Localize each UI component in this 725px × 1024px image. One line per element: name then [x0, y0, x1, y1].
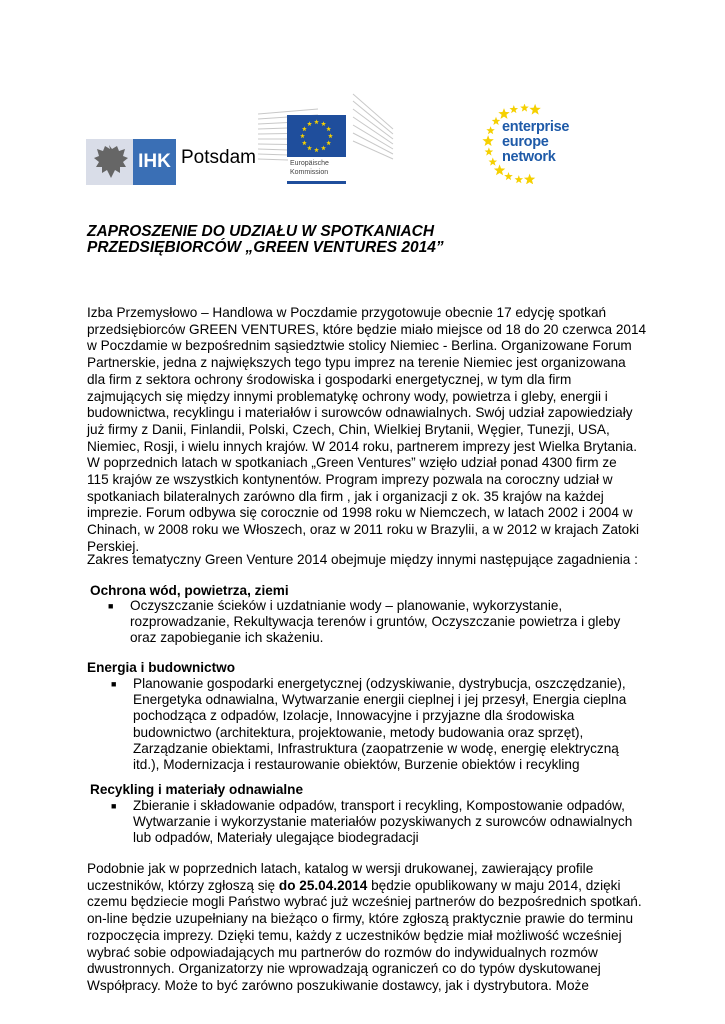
- text-line: dla firm z sektora ochrony środowiska i gospodarki energetycznej, w tym dla firm: [87, 371, 572, 387]
- ec-label-1: Europäische: [290, 160, 329, 167]
- section-heading: Recykling i materiały odnawialne: [90, 782, 304, 797]
- text-line: dwustronnych. Organizatorzy nie wprowadzają ograniczeń co do typów dyskutowanej: [87, 961, 601, 977]
- document-title: [87, 224, 444, 256]
- catalog-paragraph: [87, 861, 642, 995]
- text-line: Niemiec, Rosji, i wielu innych krajów. W 2014 roku, partnerem imprezy jest Wielka Brytania.: [87, 438, 637, 454]
- text-line: Zarządzanie obiektami, Infrastruktura (zaopatrzenie w wodę, energię elektryczną: [133, 740, 619, 756]
- star-icon: [498, 108, 509, 119]
- text-line: w Poczdamie w bezpośrednim sąsiedztwie stolicy Niemiec - Berlina. Organizowane Forum: [87, 338, 632, 354]
- star-icon: [529, 104, 540, 115]
- text-line: W poprzednich latach w spotkaniach „Green Ventures” wzięło udział ponad 4300 firm ze: [87, 455, 617, 471]
- star-icon: [494, 164, 505, 175]
- title-line-2: PRZEDSIĘBIORCÓW „GREEN VENTURES 2014”: [87, 239, 444, 256]
- ec-label-2: Kommission: [290, 169, 329, 176]
- text-line: wybrać sobie odpowiadających mu partnerów do rozmów do indywidualnych rozmów: [87, 944, 598, 960]
- text-line: [87, 878, 642, 895]
- text-line: Perskiej.: [87, 538, 140, 554]
- ihk-badge: IHK: [133, 139, 176, 185]
- text-line: Zbieranie i składowanie odpadów, transport i recykling, Kompostowanie odpadów,: [133, 798, 625, 813]
- text-line: lub odpadów, Materiały ulegające biodegradacji: [133, 830, 419, 846]
- een-label-3: network: [502, 149, 556, 165]
- text-line: przedsiębiorców GREEN VENTURES, które będzie miało miejsce od 18 do 20 czerwca 2014: [87, 321, 647, 337]
- bullet-item: [111, 798, 633, 847]
- text-line: Współpracy. Może to być zarówno poszukiwanie dostawcy, jak i dystrybutora. Może: [87, 977, 589, 993]
- text-line: 115 krajów ze wszystkich kontynentów. Program imprezy pozwala na coroczny udział w: [87, 472, 613, 488]
- text-line: rozpoczęcia imprezy. Dzięki temu, każdy z uczestników będzie miał możliwość wcześniej: [87, 927, 622, 943]
- ihk-potsdam-logo: [86, 139, 256, 185]
- european-commission-logo: [258, 89, 394, 185]
- scope-paragraph: Zakres tematyczny Green Venture 2014 obejmuje między innymi następujące zagadnienia :: [87, 552, 638, 567]
- bullet-icon: ■: [111, 679, 117, 689]
- title-line-1: ZAPROSZENIE DO UDZIAŁU W SPOTKANIACH: [87, 223, 435, 240]
- een-label-1: enterprise: [502, 119, 570, 135]
- bullet-item: [111, 676, 627, 773]
- text-span: uczestników, którzy zgłoszą się: [87, 877, 279, 893]
- text-line: Podobnie jak w poprzednich latach, katalog w wersji drukowanej, zawierający profile: [87, 861, 594, 876]
- text-line: pochodząca z odpadów, Izolacje, Innowacyjne i przyjazne dla środowiska: [133, 708, 575, 724]
- star-icon: [486, 126, 495, 134]
- text-line: Chinach, w 2008 roku we Włoszech, oraz w 2011 roku w Brazylii, a w 2012 w krajach Zatoki: [87, 522, 640, 538]
- star-icon: [524, 174, 535, 184]
- enterprise-europe-network-logo: [482, 104, 577, 184]
- section-heading: Energia i budownictwo: [87, 660, 236, 675]
- text-line: Partnerskie, jedna z największych tego typu imprez na terenie Niemiec jest organizowana: [87, 355, 626, 371]
- text-line: zajmujących się między innymi problematykę ochrony wody, powietrza i gleby, energii i: [87, 388, 608, 404]
- text-line: budownictwo (architektura, projektowanie, metody budowania oraz sprzęt),: [133, 724, 584, 740]
- text-line: imprezie. Forum odbywa się corocznie od 1998 roku w Niemczech, w latach 2002 i 2004 w: [87, 505, 633, 521]
- star-icon: [504, 172, 513, 180]
- text-line: Energetyka odnawialna, Wytwarzanie energii cieplnej i jej przesył, Energia cieplna: [133, 692, 627, 708]
- star-icon: [510, 105, 519, 113]
- text-line: Oczyszczanie ścieków i uzdatnianie wody – planowanie, wykorzystanie,: [130, 598, 563, 613]
- section-heading: Ochrona wód, powietrza, ziemi: [90, 583, 289, 598]
- deadline-date: do 25.04.2014: [278, 877, 368, 893]
- star-icon: [489, 158, 498, 166]
- text-line: Planowanie gospodarki energetycznej (odzyskiwanie, dystrybucja, oszczędzanie),: [133, 676, 626, 691]
- text-line: Izba Przemysłowo – Handlowa w Poczdamie przygotowuje obecnie 17 edycję spotkań: [87, 305, 607, 320]
- text-line: oraz zapobieganie ich skażeniu.: [130, 630, 324, 646]
- bullet-item: [108, 598, 621, 647]
- star-icon: [515, 175, 524, 183]
- text-line: budownictwa, recyklingu i materiałów i surowców odnawialnych. Swój udział zapowiedziały: [87, 405, 633, 421]
- star-icon: [492, 117, 501, 125]
- text-line: on-line będzie uzupełniany na bieżąco o firmy, które zgłoszą praktycznie prawie do terminu: [87, 911, 634, 927]
- text-line: spotkaniach bilateralnych zarówno dla firm , jak i organizacji z ok. 35 krajów na każdej: [87, 488, 604, 504]
- intro-paragraph: [87, 305, 646, 556]
- text-line: itd.), Modernizacja i restaurowanie obiektów, Burzenie obiektów i recykling: [133, 757, 580, 773]
- text-line: czemu będziecie mogli Państwo wybrać już wcześniej partnerów do bezpośrednich spotkań.: [87, 894, 642, 910]
- een-label-2: europe: [502, 134, 549, 150]
- text-line: rozprowadzanie, Rekultywacja terenów i gruntów, Oczyszczanie powietrza i gleby: [130, 614, 621, 630]
- text-span: będzie opublikowany w maju 2014, dzięki: [367, 877, 621, 893]
- ihk-city: Potsdam: [181, 147, 256, 168]
- bullet-icon: ■: [108, 601, 114, 611]
- eagle-icon: [86, 139, 133, 185]
- text-line: Wytwarzanie i wykorzystanie materiałów pozyskiwanych z surowców odnawialnych: [133, 814, 633, 830]
- text-line: już firmy z Danii, Finlandii, Polski, Czech, Chin, Wielkiej Brytanii, Węgier, Tunezji, USA,: [87, 421, 610, 437]
- star-icon: [482, 135, 493, 146]
- star-icon: [485, 147, 494, 155]
- star-icon: [520, 104, 529, 112]
- bullet-icon: ■: [111, 801, 117, 811]
